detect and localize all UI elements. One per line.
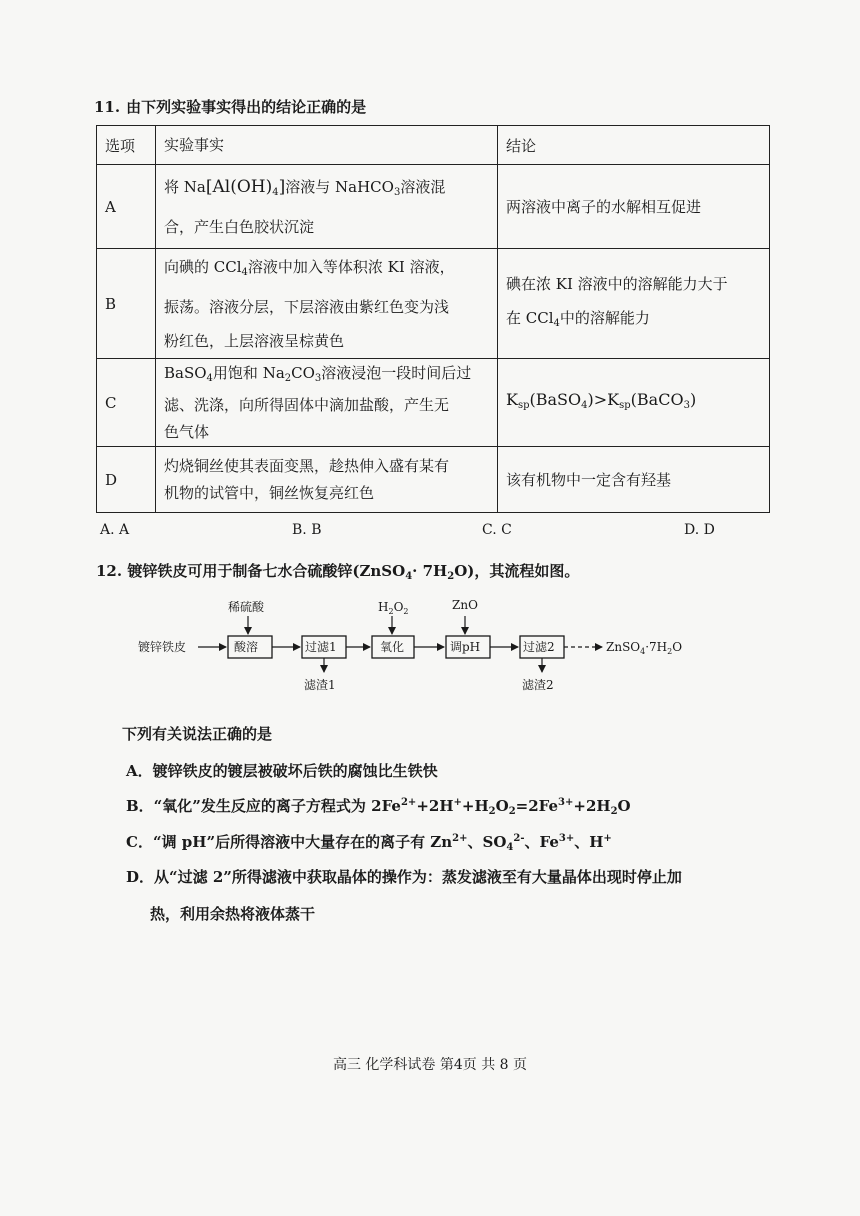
text: · 7H <box>412 562 448 580</box>
row-conclusion-d: 该有机物中一定含有羟基 <box>498 447 770 513</box>
row-option-a: A <box>97 165 156 249</box>
choice-b: B. B <box>292 522 322 538</box>
table-row <box>97 165 770 249</box>
subscript: sp <box>517 399 530 411</box>
step-box-adjust-ph <box>446 636 490 658</box>
row-fact-b <box>156 249 498 359</box>
row-conclusion-c <box>498 359 770 447</box>
text: O <box>617 797 631 815</box>
flow-input: 镀锌铁皮 <box>138 640 187 654</box>
row-fact-a <box>156 165 498 249</box>
step-oxidize: 氧化 <box>380 640 405 654</box>
text: H <box>378 600 389 614</box>
fact-b-line3: 粉红色，上层溶液呈棕黄色 <box>164 331 345 350</box>
text: O <box>393 600 404 614</box>
text: +H <box>461 797 489 815</box>
text: 向碘的 CCl <box>164 257 242 276</box>
fact-a-line1 <box>164 170 489 210</box>
experiment-table <box>96 125 770 513</box>
fact-c-line1 <box>164 360 489 392</box>
text: (BaSO <box>529 389 582 409</box>
subscript: sp <box>619 399 631 411</box>
fact-b-line1 <box>164 250 489 290</box>
fact-c-line3: 色气体 <box>164 422 210 441</box>
row-conclusion-b <box>498 249 770 359</box>
text: +2H <box>416 797 454 815</box>
row-option-b: B <box>97 249 156 359</box>
question-12-stem <box>96 560 579 582</box>
text: )>K <box>587 389 620 409</box>
subscript: 2 <box>388 607 394 616</box>
subscript: 4 <box>272 186 279 198</box>
table-header-row <box>97 126 770 165</box>
question-11-number: 11. <box>94 98 121 116</box>
fact-a-line2: 合，产生白色胶状沉淀 <box>164 217 315 236</box>
text: 溶液与 NaHCO <box>285 177 394 196</box>
row-option-c: C <box>97 359 156 447</box>
text: [Al(OH) <box>205 176 273 197</box>
text: =2Fe <box>515 797 559 815</box>
table-row <box>97 249 770 359</box>
step-box-acid-dissolve <box>228 636 272 658</box>
step-adjust-ph: 调pH <box>450 640 481 654</box>
superscript: + <box>453 797 462 808</box>
superscript: 2+ <box>400 797 417 808</box>
superscript: 3+ <box>558 797 574 808</box>
subscript: 4 <box>241 266 248 278</box>
header-conclusion: 结论 <box>498 126 770 165</box>
text: K <box>506 389 518 409</box>
superscript: 2+ <box>452 833 468 844</box>
text: 将 Na <box>164 177 206 196</box>
choice-a: A. A <box>100 522 130 538</box>
residue-2: 滤渣2 <box>522 678 554 692</box>
row-option-d: D <box>97 447 156 513</box>
subscript: 3 <box>683 399 690 411</box>
text: 溶液混 <box>400 177 446 196</box>
flow-product <box>606 640 682 656</box>
table-row <box>97 447 770 513</box>
text: O <box>672 640 683 654</box>
conclusion-b-line1: 碘在浓 KI 溶液中的溶解能力大于 <box>506 274 728 293</box>
step-box-oxidize <box>372 636 414 658</box>
subscript: 2 <box>667 647 673 656</box>
question-12-lead: 下列有关说法正确的是 <box>122 725 273 743</box>
choice-d: D. D <box>684 522 715 538</box>
reagent-dilute-sulfuric-acid: 稀硫酸 <box>228 600 265 614</box>
step-filter-1: 过滤1 <box>305 640 337 654</box>
step-box-filter-2 <box>520 636 564 658</box>
text: (BaCO <box>630 389 684 409</box>
fact-c-line2: 滤、洗涤，向所得固体中滴加盐酸，产生无 <box>164 395 450 414</box>
option-12-d-line1: D．从“过滤 2”所得滤液中获取晶体的操作为：蒸发滤液至有大量晶体出现时停止加 <box>126 868 682 886</box>
text: +2H <box>573 797 611 815</box>
fact-d-line1: 灼烧铜丝使其表面变黑，趁热伸入盛有某有 <box>164 456 450 475</box>
text: 、Fe <box>524 833 559 851</box>
subscript: 2 <box>508 806 516 817</box>
text: 溶液浸泡一段时间后过 <box>321 363 472 382</box>
text: 、SO <box>467 833 507 851</box>
subscript: 4 <box>405 571 413 582</box>
superscript: 3+ <box>558 833 575 844</box>
step-box-filter-1 <box>302 636 346 658</box>
text: ) <box>689 389 697 409</box>
subscript: 4 <box>506 842 514 853</box>
step-acid-dissolve: 酸溶 <box>234 640 259 654</box>
superscript: 2- <box>513 833 525 844</box>
conclusion-b-line2 <box>506 301 761 341</box>
row-conclusion-a: 两溶液中离子的水解相互促进 <box>498 165 770 249</box>
subscript: 3 <box>393 186 401 198</box>
subscript: 2 <box>447 571 455 582</box>
option-12-a: A．镀锌铁皮的镀层被破坏后铁的腐蚀比生铁快 <box>126 762 438 780</box>
reagent-hydrogen-peroxide <box>378 600 409 616</box>
choice-c: C. C <box>482 522 512 538</box>
text: 镀锌铁皮可用于制备七水合硫酸锌(ZnSO <box>127 562 406 580</box>
subscript: 2 <box>488 806 496 817</box>
fact-d-line2: 机物的试管中，铜丝恢复亮红色 <box>164 483 375 502</box>
row-fact-c <box>156 359 498 447</box>
text: 中的溶解能力 <box>559 308 650 327</box>
text: 、H <box>574 833 604 851</box>
subscript: 2 <box>403 607 409 616</box>
text: O)，其流程如图。 <box>454 562 580 580</box>
subscript: 4 <box>581 399 588 411</box>
text: B．“氧化”发生反应的离子方程式为 2Fe <box>126 797 401 815</box>
subscript: 2 <box>284 372 292 384</box>
question-12-number: 12. <box>96 562 123 580</box>
subscript: 4 <box>206 372 213 384</box>
option-12-b <box>126 795 631 817</box>
table-row <box>97 359 770 447</box>
text: 用饱和 Na <box>212 363 285 382</box>
text: ] <box>278 176 286 197</box>
fact-b-line2: 振荡。溶液分层，下层溶液由紫红色变为浅 <box>164 297 450 316</box>
page-footer: 高三 化学科试卷 第4页 共 8 页 <box>332 1057 528 1073</box>
reagent-zinc-oxide: ZnO <box>452 598 478 612</box>
text: BaSO <box>164 363 207 382</box>
header-option: 选项 <box>97 126 156 165</box>
text: CO <box>291 363 315 382</box>
text: 溶液中加入等体积浓 KI 溶液， <box>247 257 455 276</box>
text: ZnSO <box>606 640 641 654</box>
step-filter-2: 过滤2 <box>523 640 555 654</box>
subscript: 3 <box>314 372 322 384</box>
subscript: 4 <box>640 647 646 656</box>
residue-1: 滤渣1 <box>304 678 336 692</box>
subscript: 2 <box>610 806 618 817</box>
question-11-text: 由下列实验事实得出的结论正确的是 <box>126 98 367 116</box>
option-12-d-line2: 热，利用余热将液体蒸干 <box>150 905 316 923</box>
text: ·7H <box>645 640 668 654</box>
question-11-stem <box>94 96 366 117</box>
subscript: 4 <box>553 317 560 329</box>
superscript: + <box>603 833 612 844</box>
header-fact: 实验事实 <box>156 126 498 165</box>
text: O <box>495 797 509 815</box>
text: C．“调 pH”后所得溶液中大量存在的离子有 Zn <box>126 833 453 851</box>
text: 在 CCl <box>506 308 554 327</box>
option-12-c <box>126 831 612 853</box>
row-fact-d <box>156 447 498 513</box>
